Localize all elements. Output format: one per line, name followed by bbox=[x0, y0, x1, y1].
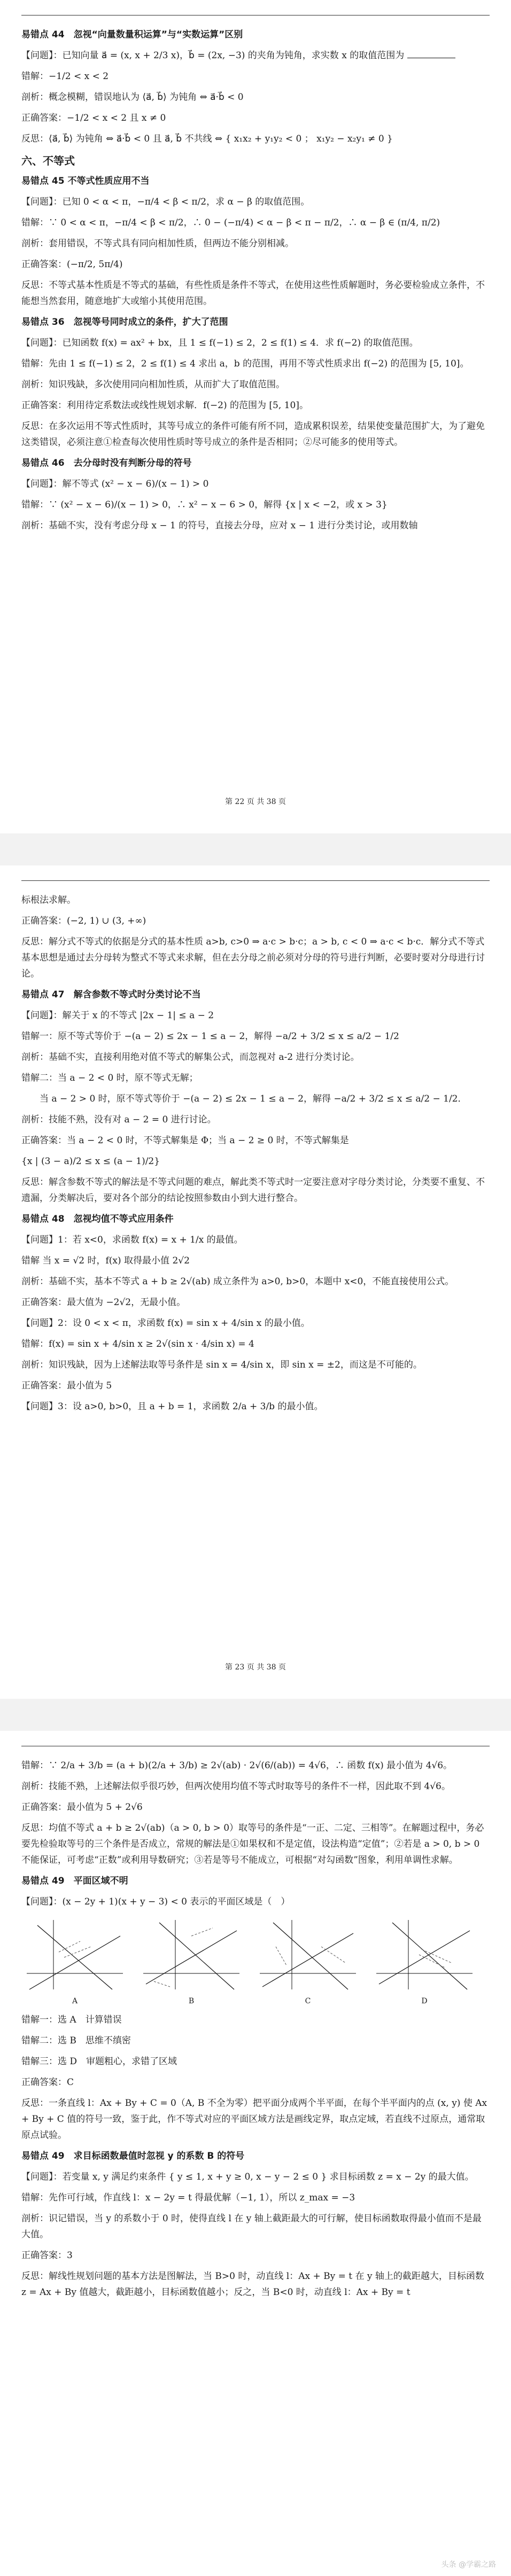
figure-d bbox=[371, 1915, 478, 2005]
question-line: 【问题】：已知向量 a⃗ = (x, x + 2/3 x)，b⃗ = (2x, −3) 的夹角为钝角，求实数 x 的取值范围为 bbox=[21, 48, 490, 64]
answer-blank bbox=[407, 48, 455, 58]
correct-answer: 正确答案：(−π/2, 5π/4) bbox=[21, 259, 123, 270]
reflection-line: 反思：解分式不等式的依据是分式的基本性质 a>b, c>0 ⇒ a·c > b·c；a > b, c < 0 ⇒ a·c < b·c．解分式不等式基本思想是通过去分母转为整式不等式来求解，但在去分母之前必须对分母的符号进行判断，必要时要对分母进行讨论。 bbox=[21, 936, 485, 979]
reflection-line: 反思：一条直线 l：Ax + By + C = 0（A, B 不全为零）把平面分成两个半平面，在每个半平面内的点 (x, y) 使 Ax + By + C 值的符号一致，鉴于此，作不等式对应的平面区域方法是画线定界，取点定域，若直线不过原点，通常取原点试验。 bbox=[21, 2098, 487, 2141]
analysis-line: 剖析：基础不实，基本不等式 a + b ≥ 2√(ab) 成立条件为 a>0, b>0，本题中 x<0，不能直接使用公式。 bbox=[21, 1276, 454, 1287]
correct-answer-set: {x | (3 − a)/2 ≤ x ≤ (a − 1)/2} bbox=[21, 1156, 160, 1167]
wrong-solution: 错解：∵ (x² − x − 6)/(x − 1) > 0，∴ x² − x − 6 > 0，解得 {x | x < −2，或 x > 3} bbox=[21, 499, 388, 510]
figure-b bbox=[138, 1915, 245, 2005]
wrong-solution: 错解：∵ 0 < α < π，−π/4 < β < π/2，∴ 0 − (−π/4) < α − β < π − π/2，∴ α − β ∈ (π/4, π/2) bbox=[21, 217, 440, 228]
error-point-heading: 易错点 46 去分母时没有判断分母的符号 bbox=[21, 458, 192, 469]
shading-line bbox=[419, 1955, 446, 1968]
wrong-solution: 错解一：选 A 计算错误 bbox=[21, 2015, 122, 2025]
analysis-line: 剖析：知识残缺，因为上述解法取等号条件是 sin x = 4/sin x，即 sin x = ±2，而这是不可能的。 bbox=[21, 1360, 422, 1370]
wrong-solution: 错解 当 x = √2 时，f(x) 取得最小值 2√2 bbox=[21, 1255, 190, 1266]
analysis-line: 剖析：技能不熟，上述解法似乎很巧妙，但两次使用均值不等式时取等号的条件不一样，因此取不到 4√6。 bbox=[21, 1781, 451, 1792]
reflection-line: 反思：解线性规划问题的基本方法是图解法，当 B>0 时，动直线 l：Ax + By = t 在 y 轴上的截距越大，目标函数 z = Ax + By 值越大，截距越小，目标函数值越小；反之，当 B<0 时，动直线 l：Ax + By = t bbox=[21, 2271, 484, 2298]
question-line: 【问题】：已知 0 < α < π，−π/4 < β < π/2，求 α − β 的取值范围。 bbox=[21, 197, 310, 207]
boundary-line bbox=[273, 1923, 348, 1989]
correct-answer: 正确答案：3 bbox=[21, 2250, 73, 2261]
correct-answer: 正确答案：−1/2 < x < 2 且 x ≠ 0 bbox=[21, 113, 166, 123]
correct-answer: 正确答案：当 a − 2 < 0 时，不等式解集是 Φ；当 a − 2 ≥ 0 时，不等式解集是 bbox=[21, 1135, 349, 1146]
correct-answer: 正确答案：利用待定系数法或线性规划求解．f(−2) 的范围为 [5, 10]。 bbox=[21, 400, 308, 411]
error-point-heading: 易错点 49 求目标函数最值时忽视 y 的系数 B 的符号 bbox=[21, 2151, 245, 2161]
correct-answer: 正确答案：最大值为 −2√2，无最小值。 bbox=[21, 1297, 186, 1308]
shading-line bbox=[191, 1928, 213, 1936]
question-line: 【问题】：(x − 2y + 1)(x + y − 3) < 0 表示的平面区域是（ ） bbox=[21, 1896, 290, 1907]
shading-line bbox=[276, 1947, 287, 1965]
boundary-line bbox=[29, 1936, 120, 1989]
text-line: 标根法求解。 bbox=[21, 895, 76, 905]
question-line: 【问题】：解关于 x 的不等式 |2x − 1| ≤ a − 2 bbox=[21, 1010, 214, 1021]
region-graph-c bbox=[254, 1915, 361, 1995]
question-line: 【问题】3：设 a>0, b>0，且 a + b = 1，求函数 2/a + 3/b 的最小值。 bbox=[21, 1401, 323, 1412]
analysis-line: 剖析：基础不实，直接利用绝对值不等式的解集公式，而忽视对 a-2 进行分类讨论。 bbox=[21, 1052, 360, 1063]
reflection-line: 反思：在多次运用不等式性质时，其等号成立的条件可能有所不同，造成累积误差，结果使变量范围扩大，为了避免这类错误，必须注意①检查每次使用性质时等号成立的条件是否相同；②尽可能多的使用等式。 bbox=[21, 421, 485, 448]
wrong-solution: 错解二：当 a − 2 < 0 时，原不等式无解； bbox=[21, 1073, 198, 1083]
reflection-line: 反思：不等式基本性质是不等式的基础，有些性质是条件不等式，在使用这些性质解题时，务必要检验成立条件，不能想当然套用，随意地扩大或缩小其使用范围。 bbox=[21, 280, 485, 307]
shading-line bbox=[321, 1947, 345, 1963]
region-graph-b bbox=[138, 1915, 245, 1995]
correct-answer: 正确答案：最小值为 5 + 2√6 bbox=[21, 1802, 143, 1813]
analysis-line: 剖析：基础不实，没有考虑分母 x − 1 的符号，直接去分母，应对 x − 1 进行分类讨论，或用数轴 bbox=[21, 520, 418, 531]
wrong-solution: 错解二：选 B 思维不缜密 bbox=[21, 2035, 131, 2046]
page-gap bbox=[0, 833, 511, 865]
question-line: 【问题】：解不等式 (x² − x − 6)/(x − 1) > 0 bbox=[21, 479, 209, 489]
wrong-solution: 错解三：选 D 审题粗心，求错了区域 bbox=[21, 2056, 177, 2067]
section-title: 六、不等式 bbox=[21, 154, 75, 167]
page-top-rule bbox=[21, 880, 490, 881]
error-point-heading: 易错点 44 忽视“向量数量积运算”与“实数运算”区别 bbox=[21, 29, 243, 40]
analysis-line: 剖析：知识残缺，多次使用同向相加性质，从而扩大了取值范围。 bbox=[21, 379, 285, 390]
page-gap bbox=[0, 1699, 511, 1731]
boundary-line bbox=[392, 1923, 467, 1989]
figure-c bbox=[254, 1915, 361, 2005]
question-line: 【问题】：若变量 x, y 满足约束条件 { y ≤ 1, x + y ≥ 0, x − y − 2 ≤ 0 } 求目标函数 z = x − 2y 的最大值。 bbox=[21, 2172, 474, 2182]
wrong-solution-cont: 当 a − 2 > 0 时，原不等式等价于 −(a − 2) ≤ 2x − 1 ≤ a − 2，解得 −a/2 + 3/2 ≤ x ≤ a/2 − 1/2． bbox=[40, 1094, 467, 1104]
wrong-solution: 错解：先作可行域，作直线 l：x − 2y = t 得最优解（−1, 1），所以 z_max = −3 bbox=[21, 2192, 355, 2203]
page-footer: 第 23 页 共 38 页 bbox=[225, 1663, 286, 1672]
figure-label: B bbox=[188, 1997, 195, 2005]
wrong-solution: 错解：−1/2 < x < 2 bbox=[21, 71, 109, 82]
watermark: 头条 @学霸之路 bbox=[441, 2561, 496, 2569]
wrong-solution: 错解一：原不等式等价于 −(a − 2) ≤ 2x − 1 ≤ a − 2，解得 −a/2 + 3/2 ≤ x ≤ a/2 − 1/2 bbox=[21, 1031, 399, 1042]
wrong-solution: 错解：先由 1 ≤ f(−1) ≤ 2，2 ≤ f(1) ≤ 4 求出 a，b 的范围，再用不等式性质求出 f(−2) 的范围为 [5, 10]。 bbox=[21, 358, 469, 369]
question-line: 【问题】2：设 0 < x < π，求函数 f(x) = sin x + 4/sin x 的最小值。 bbox=[21, 1318, 310, 1329]
figure-label: A bbox=[72, 1997, 78, 2005]
document-page-23 bbox=[0, 865, 511, 1699]
figure-label: C bbox=[305, 1997, 311, 2005]
page-content bbox=[21, 892, 490, 1419]
correct-answer: 正确答案：(−2, 1) ∪ (3, +∞) bbox=[21, 916, 146, 926]
document-page-22 bbox=[0, 0, 511, 833]
reflection-line: 反思：解含参数不等式的解法是不等式问题的难点，解此类不等式时一定要注意对字母分类讨论，分类要不重复、不遗漏，分类解决后，要对各个部分的结论按照参数由小到大进行整合。 bbox=[21, 1177, 485, 1204]
error-point-heading: 易错点 47 解含参数不等式时分类讨论不当 bbox=[21, 989, 201, 1000]
analysis-line: 剖析：技能不熟，没有对 a − 2 = 0 进行讨论。 bbox=[21, 1114, 216, 1125]
page-content bbox=[21, 1758, 490, 2305]
figure-a bbox=[21, 1915, 128, 2005]
error-point-heading: 易错点 36 忽视等号同时成立的条件，扩大了范围 bbox=[21, 317, 228, 327]
error-point-heading: 易错点 45 不等式性质应用不当 bbox=[21, 176, 150, 186]
region-figures bbox=[21, 1915, 490, 2005]
region-graph-a bbox=[21, 1915, 128, 1995]
figure-label: D bbox=[421, 1997, 428, 2005]
reflection-line: 反思：均值不等式 a + b ≥ 2√(ab)（a > 0, b > 0）取等号的条件是“一正、二定、三相等”。在解题过程中，务必要先检验取等号的三个条件是否成立，常规的解法是①如果权和不是定值，设法构造“定值”；②若是 a > 0, b > 0 不能保证，可考虑“正数”或利用导数研究；③若是等号不能成立，可根据“对勾函数”图象，利用单调性求解。 bbox=[21, 1823, 484, 1865]
boundary-line bbox=[159, 1923, 234, 1989]
page-footer: 第 22 页 共 38 页 bbox=[225, 798, 286, 806]
boundary-line bbox=[262, 1933, 353, 1987]
analysis-line: 剖析：概念模糊，错误地认为 ⟨a⃗, b⃗⟩ 为钝角 ⇔ a⃗·b⃗ < 0 bbox=[21, 92, 244, 103]
error-point-heading: 易错点 48 忽视均值不等式应用条件 bbox=[21, 1214, 174, 1224]
boundary-line bbox=[37, 1925, 112, 1989]
correct-answer: 正确答案：最小值为 5 bbox=[21, 1380, 112, 1391]
question-line: 【问题】1：若 x<0，求函数 f(x) = x + 1/x 的最值。 bbox=[21, 1235, 243, 1245]
document-page-24 bbox=[0, 1731, 511, 2576]
error-point-heading: 易错点 49 平面区域不明 bbox=[21, 1876, 128, 1886]
page-content bbox=[21, 27, 490, 538]
wrong-solution: 错解：f(x) = sin x + 4/sin x ≥ 2√(sin x · 4/sin x) = 4 bbox=[21, 1339, 254, 1349]
shading-line bbox=[154, 1981, 170, 1987]
reflection-line: 反思：⟨a⃗, b⃗⟩ 为钝角 ⇔ a⃗·b⃗ < 0 且 a⃗, b⃗ 不共线 ⇔ { x₁x₂ + y₁y₂ < 0 ； x₁y₂ − x₂y₁ ≠ 0 } bbox=[21, 134, 393, 144]
analysis-line: 剖析：套用错误，不等式具有同向相加性质，但两边不能分别相减。 bbox=[21, 238, 294, 249]
wrong-solution: 错解：∵ 2/a + 3/b = (a + b)(2/a + 3/b) ≥ 2√(ab) · 2√(6/(ab)) = 4√6，∴ 函数 f(x) 最小值为 4√6。 bbox=[21, 1760, 453, 1771]
boundary-line bbox=[379, 1931, 470, 1984]
boundary-line bbox=[146, 1931, 237, 1984]
analysis-line: 剖析：识记错误，当 y 的系数小于 0 时，使得直线 l 在 y 轴上截距最大的可行解，使目标函数取得最小值而不是最大值。 bbox=[21, 2213, 482, 2240]
question-line: 【问题】：已知函数 f(x) = ax² + bx，且 1 ≤ f(−1) ≤ 2，2 ≤ f(1) ≤ 4．求 f(−2) 的取值范围。 bbox=[21, 338, 419, 348]
region-graph-d bbox=[371, 1915, 478, 1995]
correct-answer: 正确答案：C bbox=[21, 2077, 74, 2088]
